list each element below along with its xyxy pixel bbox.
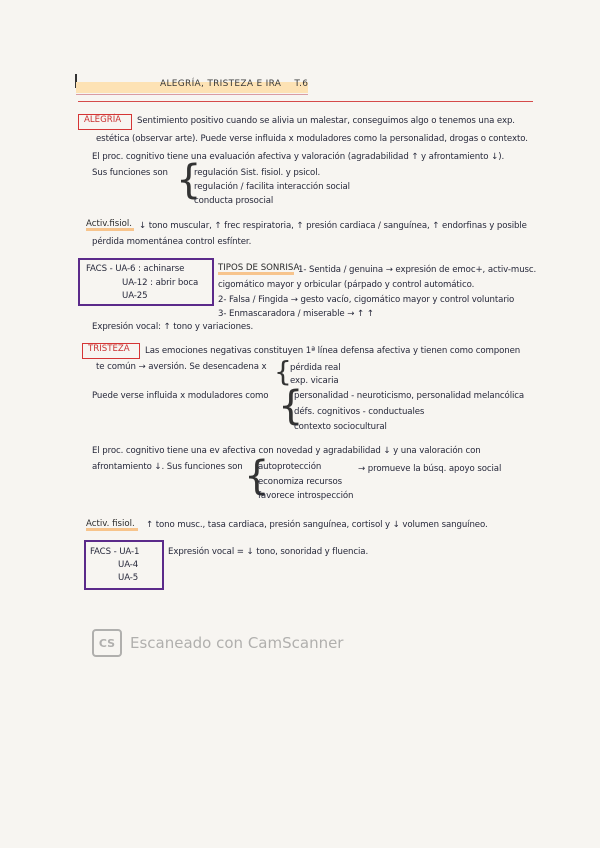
brace: { [278,383,304,429]
alegria-funcion-3: conducta prosocial [194,196,274,206]
tristeza-modulador-3: contexto sociocultural [294,422,387,432]
activ1-line1: ↓ tono muscular, ↑ frec respiratoria, ↑ presión cardiaca / sanguínea, ↑ endorfinas y posible [139,221,527,231]
tristeza-line1: Las emociones negativas constituyen 1ª línea defensa afectiva y tienen como componen [145,346,521,356]
alegria-funciones-label: Sus funciones son [92,168,168,178]
facs2-line3: UA-5 [118,573,139,583]
alegria-funcion-2: regulación / facilita interacción social [194,182,350,192]
tristeza-desencadena-2: exp. vicaria [290,376,339,386]
facs2-line1: FACS - UA-1 [90,547,140,557]
sonrisa-line4: 3- Enmascaradora / miserable → ↑ ↑ [218,309,374,319]
alegria-heading: ALEGRÍA [84,115,122,125]
page-title [160,79,308,89]
activ2-line: ↑ tono musc., tasa cardiaca, presión sanguínea, cortisol y ↓ volumen sanguíneo. [146,520,488,530]
tristeza-funcion-2: economiza recursos [258,477,342,487]
sonrisa-line2: cigomático mayor y orbicular (párpado y control automático. [218,280,475,290]
facs1-line1: FACS - UA-6 : achinarse [86,264,185,274]
facs1-line2: UA-12 : abrir boca [122,278,199,288]
expresion2: Expresión vocal = ↓ tono, sonoridad y fluencia. [168,547,369,557]
tristeza-proc1: El proc. cognitivo tiene una ev afectiva con novedad y agradabilidad ↓ y una valoración con [92,446,481,456]
title-text: ALEGRÍA, TRISTEZA E IRA [160,79,282,89]
camscanner-watermark [92,628,343,658]
tristeza-proc2: afrontamiento ↓. Sus funciones son [92,462,243,472]
brace: { [244,453,270,499]
sonrisa-line1: 1- Sentida / genuina → expresión de emoc+, activ-musc. [298,265,537,275]
camscanner-logo-icon: CS [92,629,122,657]
sonrisa-line3: 2- Falsa / Fingida → gesto vacío, cigomático mayor y control voluntario [218,295,515,305]
tristeza-moduladores-label: Puede verse influida x moduladores como [92,391,269,401]
alegria-line2: estética (observar arte). Puede verse influida x moduladores como la personalidad, drogas o contexto. [96,134,528,144]
expresion1: Expresión vocal: ↑ tono y variaciones. [92,322,254,332]
tristeza-funcion-3: favorece introspección [258,491,354,501]
title-tag: T.6 [294,79,309,89]
activ2-label: Activ. fisiol. [86,519,135,529]
tristeza-heading: TRISTEZA [88,344,130,354]
tristeza-promueve: → promueve la búsq. apoyo social [358,464,502,474]
tristeza-modulador-1: personalidad - neuroticismo, personalidad melancólica [294,391,525,401]
activ1-line2: pérdida momentánea control esfínter. [92,237,252,247]
tristeza-funcion-1: autoprotección [258,462,322,472]
camscanner-text: Escaneado con CamScanner [130,634,344,652]
sonrisa-label: TIPOS DE SONRISA: [218,263,303,273]
alegria-line3: El proc. cognitivo tiene una evaluación afectiva y valoración (agradabilidad ↑ y afrontamiento ↓). [92,152,505,162]
facs2-line2: UA-4 [118,560,139,570]
alegria-line1: Sentimiento positivo cuando se alivia un malestar, conseguimos algo o tenemos una exp. [137,116,515,126]
brace: { [176,157,202,203]
section-rule [78,101,533,102]
title-underline [76,94,308,95]
brace: { [274,355,292,388]
alegria-funcion-1: regulación Sist. fisiol. y psicol. [194,168,321,178]
tristeza-modulador-2: défs. cognitivos - conductuales [294,407,425,417]
tristeza-desencadena-1: pérdida real [290,363,341,373]
facs1-line3: UA-25 [122,291,148,301]
tristeza-line2: te común → aversión. Se desencadena x [96,362,267,372]
activ1-label: Activ.fisiol. [86,219,133,229]
